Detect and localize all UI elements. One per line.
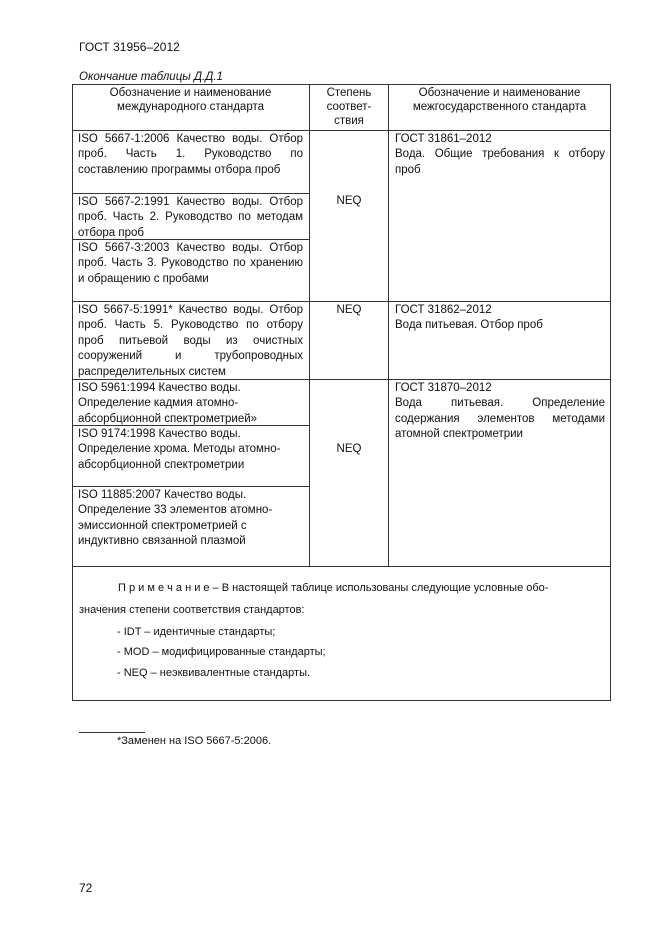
international-standard-cell: ISO 9174:1998 Качество воды. Определение хрома. Методы атомно-абсорбционной спектрометрии: [78, 428, 281, 471]
interstate-standard-cell: [395, 132, 605, 178]
footnote-separator: [79, 732, 145, 733]
degree-cell: NEQ: [336, 304, 362, 316]
column-header-line: соответ-: [326, 101, 372, 113]
interstate-code: ГОСТ 31861–2012: [395, 133, 492, 145]
interstate-standard-cell: [395, 303, 605, 334]
interstate-title: Вода. Общие требования к отбору проб: [395, 148, 605, 176]
international-standard-cell: ISO 5961:1994 Качество воды. Определение кадмия атомно-абсорбционной спектрометрией»: [78, 382, 258, 425]
interstate-standard-cell: [395, 381, 605, 443]
footnote: *Заменен на ISO 5667-5:2006.: [117, 735, 272, 747]
column-header-degree: [310, 86, 388, 128]
note-item: - NEQ – неэквивалентные стандарты.: [117, 667, 311, 679]
column-header-line: ствия: [334, 115, 364, 127]
international-standard-cell: ISO 5667-5:1991* Качество воды. Отбор проб. Часть 5. Руководство по отбору проб питьевой воды из очистных сооружений и трубопроводных распределительных систем: [78, 304, 303, 378]
page-number: 72: [79, 881, 93, 895]
table-caption: Окончание таблицы Д.Д.1: [79, 71, 223, 83]
interstate-title: Вода питьевая. Отбор проб: [395, 319, 543, 332]
document-id-header: ГОСТ 31956–2012: [79, 40, 180, 54]
international-standard-cell: ISO 5667-1:2006 Качество воды. Отбор проб. Часть 1. Руководство по составлению программы отбора проб: [78, 133, 303, 176]
column-header-line: межгосударственного стандарта: [412, 101, 587, 113]
column-header-line: Обозначение и наименование: [109, 87, 272, 99]
note-item: - MOD – модифицированные стандарты;: [117, 646, 326, 658]
column-header-line: Обозначение и наименование: [418, 87, 581, 99]
column-header-international: [74, 86, 307, 114]
column-header-interstate: [390, 86, 609, 114]
degree-cell: NEQ: [336, 195, 362, 207]
interstate-title: Вода питьевая. Определение содержания элементов методами атомной спектрометрии: [395, 397, 605, 441]
international-standard-cell: ISO 5667-2:1991 Качество воды. Отбор проб. Часть 2. Руководство по методам отбора проб: [78, 196, 303, 239]
note-lead-line1: П р и м е ч а н и е – В настоящей таблице использованы следующие условные обо-: [118, 582, 549, 594]
column-header-line: международного стандарта: [116, 101, 265, 113]
international-standard-cell: ISO 5667-3:2003 Качество воды. Отбор проб. Часть 3. Руководство по хранению и обращению с пробами: [78, 242, 303, 285]
note-item: - IDT – идентичные стандарты;: [117, 626, 276, 638]
degree-cell: NEQ: [336, 443, 362, 455]
note-lead-line2: значения степени соответствия стандартов:: [79, 604, 305, 616]
international-standard-cell: ISO 11885:2007 Качество воды. Определение 33 элементов атомно-эмиссионной спектрометрией с индуктивно связанной плазмой: [78, 489, 273, 548]
interstate-code: ГОСТ 31862–2012: [395, 304, 492, 316]
interstate-code: ГОСТ 31870–2012: [395, 382, 492, 394]
column-header-line: Степень: [326, 87, 372, 99]
